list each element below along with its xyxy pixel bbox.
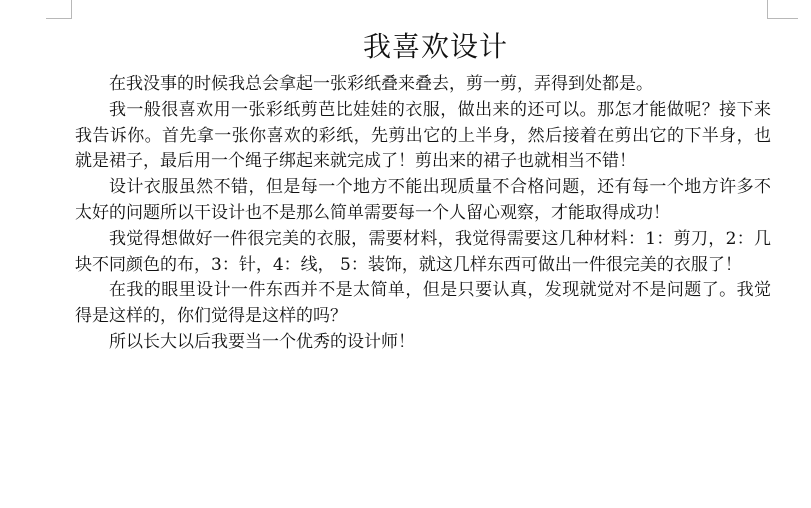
page-corner-mark-top-right: [767, 0, 798, 19]
paragraph-6[interactable]: 所以长大以后我要当一个优秀的设计师！: [109, 331, 415, 352]
paragraph-1[interactable]: 在我没事的时候我总会拿起一张彩纸叠来叠去，剪一剪，弄得到处都是。: [109, 74, 653, 94]
paragraph-2[interactable]: 我一般很喜欢用一张彩纸剪芭比娃娃的衣服，做出来的还可以。那怎才能做呢？接下来我告诉你。首先拿一张你喜欢的彩纸，先剪出它的上半身，然后接着在剪出它的下半身，也就是裙子，最后用一个绳子绑起来就完成了！剪出来的裙子也就相当不错！: [75, 99, 771, 172]
document-body[interactable]: [75, 72, 771, 356]
document-title[interactable]: 我喜欢设计: [362, 30, 508, 63]
paragraph-3[interactable]: 设计衣服虽然不错，但是每一个地方不能出现质量不合格问题，还有每一个地方许多不太好的问题所以干设计也不是那么简单需要每一个人留心观察，才能取得成功！: [75, 177, 771, 223]
paragraph-4[interactable]: 我觉得想做好一件很完美的衣服，需要材料，我觉得需要这几种材料：1：剪刀，2：几块不同颜色的布，3：针，4：线， 5：装饰，就这几样东西可做出一件很完美的衣服了！: [75, 228, 771, 275]
page-corner-mark-top-left: [46, 0, 72, 19]
paragraph-5[interactable]: 在我的眼里设计一件东西并不是太简单，但是只要认真，发现就觉对不是问题了。我觉得是这样的，你们觉得是这样的吗？: [75, 280, 771, 327]
